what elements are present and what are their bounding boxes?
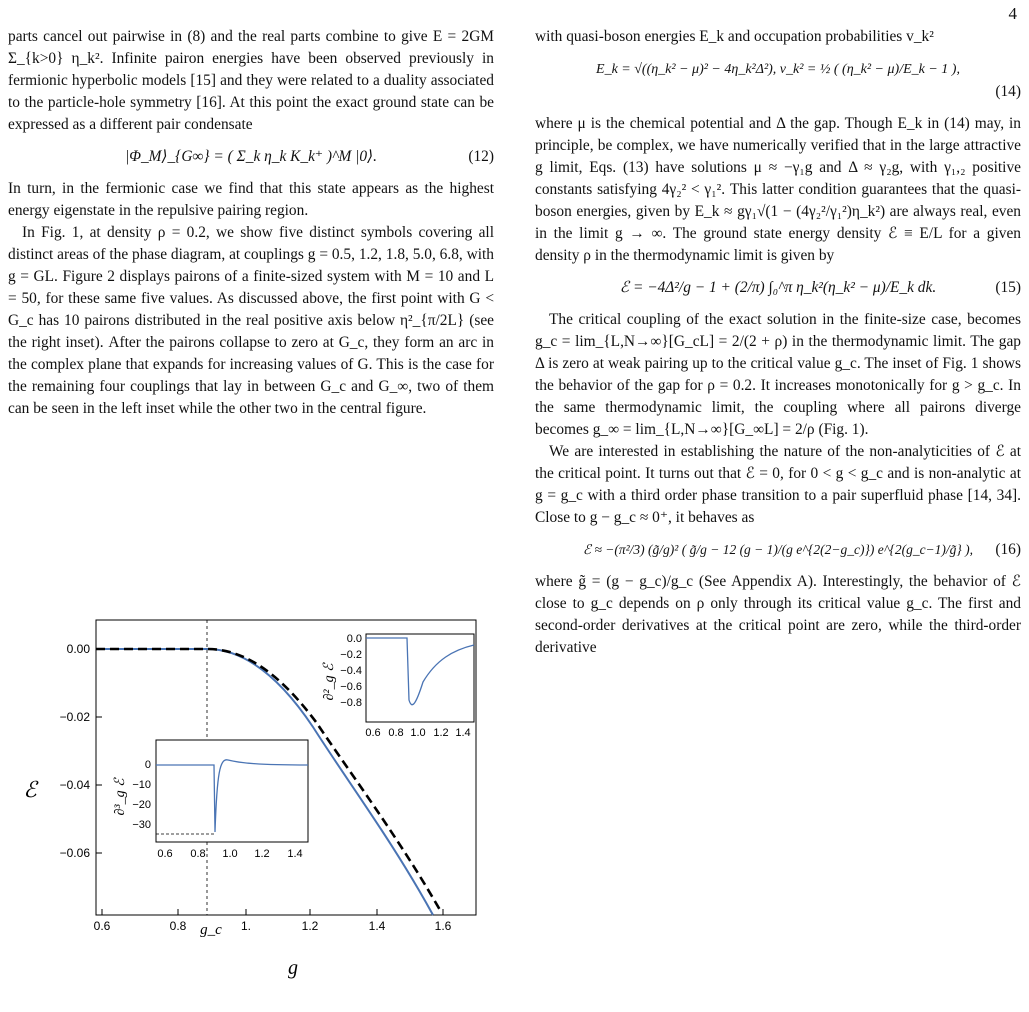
inset-bottom-ytick-2: −20: [132, 799, 151, 811]
inset-bottom-ylabel: ∂³_g ℰ: [113, 778, 128, 816]
left-para-2: In turn, in the fermionic case we find that this state appears as the highest energy eigenstate in the repulsive pairing region.: [8, 180, 494, 219]
equation-16: [535, 539, 1021, 561]
equation-12: [8, 146, 494, 168]
main-ylabel: ℰ: [23, 777, 37, 802]
inset-top-ytick-4: −0.8: [340, 697, 362, 709]
inset-top-xtick-3: 1.2: [433, 727, 449, 739]
inset-top-xtick-1: 0.8: [388, 727, 404, 739]
inset-top: [322, 633, 474, 739]
right-para-1: with quasi-boson energies E_k and occupation probabilities v_k²: [535, 28, 934, 45]
gc-label: g_c: [200, 922, 222, 938]
figure-1-svg: [8, 612, 488, 1012]
inset-bottom: [113, 740, 308, 860]
inset-top-ytick-3: −0.6: [340, 681, 362, 693]
equation-15-body: ℰ = −4Δ²/g − 1 + (2/π) ∫₀^π η_k²(η_k² − μ)/E_k dk.: [619, 279, 937, 296]
right-para-5: where g̃ = (g − g_c)/g_c (See Appendix A). Interestingly, the behavior of ℰ close to g_c depends on ρ only through its critical value g_c. The first and second-order derivatives at the critical point are zero, while the third-order derivative: [535, 573, 1021, 656]
equation-16-body: ℰ ≈ −(π²/3) (g̃/g)² ( g̃/g − 12 (g − 1)/(g e^{2(2−g_c)}) e^{2(g_c−1)/g̃} ),: [582, 542, 974, 557]
main-xtick-2: 1.: [240, 919, 252, 933]
main-xtick-4: 1.4: [368, 919, 386, 933]
inset-top-ytick-1: −0.2: [340, 649, 362, 661]
equation-14-number: (14): [995, 83, 1021, 100]
inset-bottom-xtick-0: 0.6: [157, 848, 173, 860]
inset-top-ylabel: ∂²_g ℰ: [322, 663, 337, 701]
equation-15-number: (15): [995, 279, 1021, 296]
right-column: [535, 26, 1021, 659]
inset-bottom-xtick-1: 0.8: [190, 848, 206, 860]
inset-bottom-xtick-3: 1.2: [254, 848, 270, 860]
right-para-4: We are interested in establishing the nature of the non-analyticities of ℰ at the critical point. It turns out that ℰ = 0, for 0 < g < g_c and is non-analytic at g = g_c with a third order phase transition to a pair superfluid phase [14, 34]. Close to g − g_c ≈ 0⁺, it behaves as: [535, 443, 1021, 526]
left-para-3: In Fig. 1, at density ρ = 0.2, we show five distinct symbols covering all distinct areas of the phase diagram, at couplings g = 0.5, 1.2, 1.8, 5.0, 6.8, with g = GL. Figure 2 displays pairons of a finite-sized system with M = 10 and L = 50, for these same five values. As discussed above, the first point with G < G_c has 10 pairons distributed in the real positive axis below η²_{π/2L} (see the right inset). After the pairons collapse to zero at G_c, they form an arc in the complex plane that expands for increasing values of G. This is the case for the remaining four couplings that lay in between G_c and G_∞, two of them can be seen in the left inset while the other two in the central figure.: [8, 224, 494, 417]
equation-14-body: E_k = √((η_k² − μ)² − 4η_k²Δ²), v_k² = ½ ( (η_k² − μ)/E_k − 1 ),: [596, 62, 960, 77]
inset-bottom-ytick-1: −10: [132, 779, 151, 791]
figure-1: [8, 612, 488, 1012]
main-ytick-0: 0.00: [66, 642, 90, 656]
equation-15: [535, 277, 1021, 299]
main-xlabel: g: [288, 957, 298, 979]
inset-top-ytick-0: 0.0: [346, 633, 362, 645]
left-para-1: parts cancel out pairwise in (8) and the real parts combine to give E = 2GM Σ_{k>0} η_k². Infinite pairon energies have been observed previously in fermionic hyperbolic models [15] and they were related to a duality associated to the particle-hole symmetry [16]. At this point the exact ground state can be expressed as a different pair condensate: [8, 28, 494, 133]
inset-top-ytick-2: −0.4: [340, 665, 362, 677]
main-xtick-3: 1.2: [301, 919, 319, 933]
inset-top-xtick-4: 1.4: [455, 727, 471, 739]
equation-12-number: (12): [468, 148, 494, 165]
main-ytick-3: −0.06: [59, 846, 90, 860]
inset-top-xtick-0: 0.6: [365, 727, 381, 739]
inset-bottom-ytick-0: 0: [144, 759, 151, 771]
inset-bottom-ytick-3: −30: [132, 819, 151, 831]
page-number: 4: [1008, 4, 1017, 23]
equation-12-body: |Φ_M⟩_{G∞} = ( Σ_k η_k K_k⁺ )^M |0⟩.: [125, 148, 377, 165]
inset-bottom-xtick-4: 1.4: [287, 848, 303, 860]
main-xtick-1: 0.8: [169, 919, 187, 933]
main-xtick-0: 0.6: [93, 919, 111, 933]
left-column: [8, 26, 494, 420]
inset-bottom-xtick-2: 1.0: [222, 848, 238, 860]
right-para-2: where μ is the chemical potential and Δ the gap. Though E_k in (14) may, in principle, be complex, we have numerically verified that in the large attractive g limit, Eqs. (13) have solutions μ ≈ −γ₁g and Δ ≈ γ₂g, with γ₁,₂ positive constants satisfying 4γ₂² < γ₁². This latter condition guarantees that the quasi-boson energies, given by E_k ≈ gγ₁√(1 − (4γ₂²/γ₁²)η_k²) are always real, even in the limit g → ∞. The ground state energy density ℰ ≡ E/L for a given density ρ in the thermodynamic limit is given by: [535, 115, 1021, 264]
main-ytick-2: −0.04: [59, 778, 90, 792]
right-para-3: The critical coupling of the exact solution in the finite-size case, becomes g_c = lim_{L,N→∞}[G_cL] = 2/(2 + ρ) in the thermodynamic limit. The gap Δ is zero at weak pairing up to the critical value g_c. The inset of Fig. 1 shows the behavior of the gap for ρ = 0.2. It increases monotonically for g > g_c. In the same thermodynamic limit, the coupling where all pairons diverge becomes g_∞ = lim_{L,N→∞}[G_∞L] = 2/ρ (Fig. 1).: [535, 311, 1021, 438]
inset-top-xtick-2: 1.0: [410, 727, 426, 739]
main-ytick-1: −0.02: [59, 710, 90, 724]
equation-14: [535, 58, 1021, 103]
main-xtick-5: 1.6: [434, 919, 452, 933]
equation-16-number: (16): [995, 541, 1021, 558]
